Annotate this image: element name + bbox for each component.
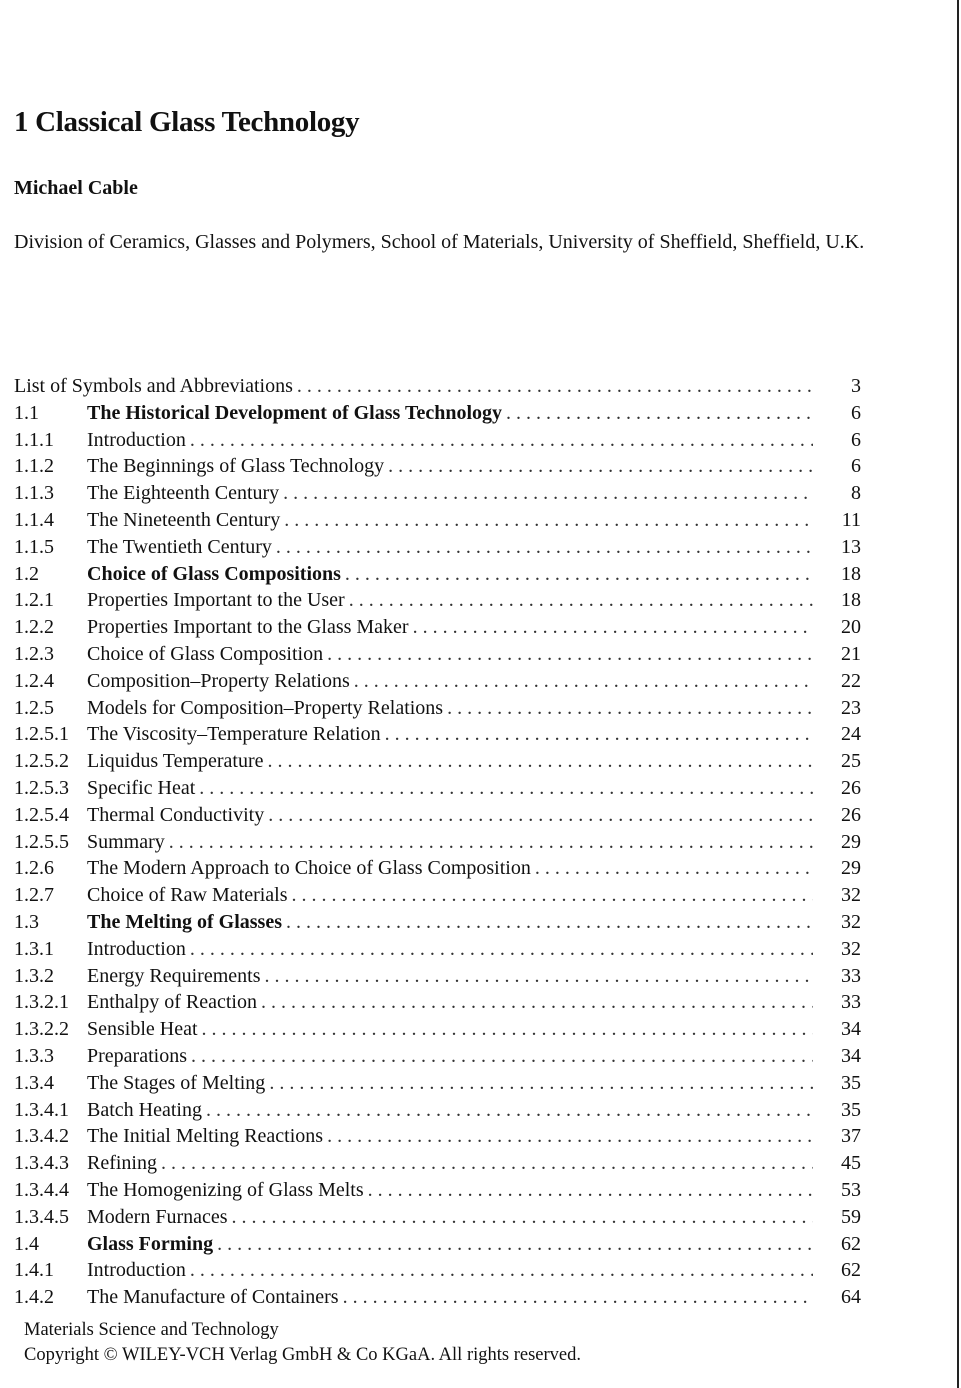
toc-entry-number: 1.3.1 <box>14 937 54 960</box>
toc-leader-dots <box>297 373 813 400</box>
toc-entry[interactable] <box>14 480 861 507</box>
toc-entry-number: 1.1.4 <box>14 508 54 531</box>
toc-entry-number: 1.2.1 <box>14 589 54 612</box>
toc-entry[interactable] <box>14 1016 861 1043</box>
toc-entry[interactable] <box>14 427 861 454</box>
toc-entry[interactable] <box>14 1070 861 1097</box>
toc-entry-title: The Stages of Melting <box>87 1071 266 1094</box>
toc-leader-dots <box>264 963 813 990</box>
toc-entry-title: Specific Heat <box>87 776 196 799</box>
toc-entry-page: 59 <box>841 1205 861 1228</box>
toc-entry-title: Choice of Raw Materials <box>87 884 288 907</box>
toc-entry-title: List of Symbols and Abbreviations <box>14 375 293 397</box>
toc-entry-title: The Beginnings of Glass Technology <box>87 455 385 478</box>
toc-entry[interactable] <box>14 829 861 856</box>
toc-entry-page: 35 <box>841 1098 861 1121</box>
toc-leader-dots <box>286 909 813 936</box>
toc-entry-number: 1.2.4 <box>14 669 54 692</box>
toc-entry-page: 45 <box>841 1152 861 1175</box>
toc-entry-title: Liquidus Temperature <box>87 750 264 773</box>
toc-entry-number: 1.3 <box>14 910 39 933</box>
toc-leader-dots <box>343 1284 813 1311</box>
toc-entry[interactable] <box>14 561 861 588</box>
toc-entry-number: 1.3.2.1 <box>14 991 69 1014</box>
toc-entry[interactable] <box>14 802 861 829</box>
toc-entry-title: The Twentieth Century <box>87 535 272 558</box>
toc-entry-number: 1.3.4 <box>14 1071 54 1094</box>
toc-entry-number: 1.1 <box>14 401 39 424</box>
toc-leader-dots <box>232 1204 813 1231</box>
toc-entry[interactable] <box>14 909 861 936</box>
toc-entry[interactable] <box>14 1204 861 1231</box>
toc-leader-dots <box>268 748 813 775</box>
toc-leader-dots <box>284 507 813 534</box>
toc-leader-dots <box>447 695 813 722</box>
toc-entry-page: 8 <box>851 482 861 505</box>
toc-entry[interactable] <box>14 534 861 561</box>
toc-leader-dots <box>349 587 813 614</box>
toc-entry-page: 20 <box>841 616 861 639</box>
page-footer <box>24 1318 581 1368</box>
toc-entry-page: 18 <box>841 562 861 585</box>
toc-entry-number: 1.3.2.2 <box>14 1018 69 1041</box>
toc-entry[interactable] <box>14 748 861 775</box>
toc-entry-title: Energy Requirements <box>87 964 261 987</box>
toc-entry-number: 1.4 <box>14 1232 39 1255</box>
toc-leader-dots <box>199 775 813 802</box>
toc-leader-dots <box>217 1231 813 1258</box>
toc-entry-number: 1.2.5.2 <box>14 750 69 773</box>
toc-leader-dots <box>327 1123 813 1150</box>
toc-entry[interactable] <box>14 1257 861 1284</box>
toc-entry-number: 1.3.4.4 <box>14 1178 69 1201</box>
toc-leader-dots <box>269 1070 813 1097</box>
toc-entry-number: 1.4.1 <box>14 1259 54 1282</box>
toc-entry[interactable] <box>14 507 861 534</box>
toc-leader-dots <box>161 1150 813 1177</box>
toc-entry-number: 1.4.2 <box>14 1286 54 1309</box>
toc-entry[interactable] <box>14 882 861 909</box>
toc-entry-page: 18 <box>841 589 861 612</box>
toc-entry[interactable] <box>14 641 861 668</box>
toc-leader-dots <box>191 1043 813 1070</box>
author-affiliation: Division of Ceramics, Glasses and Polymers, School of Materials, University of Sheffield, Sheffield, U.K. <box>14 231 865 253</box>
toc-entry-number: 1.2.5.4 <box>14 803 69 826</box>
toc-entry-number: 1.2.6 <box>14 857 54 880</box>
toc-entry-title: Enthalpy of Reaction <box>87 991 257 1014</box>
toc-leader-dots <box>354 668 813 695</box>
toc-entry-number: 1.3.3 <box>14 1044 54 1067</box>
toc-entry[interactable] <box>14 695 861 722</box>
toc-entry-title: Introduction <box>87 1259 186 1282</box>
toc-entry-page: 34 <box>841 1044 861 1067</box>
toc-entry-title: The Eighteenth Century <box>87 482 280 505</box>
toc-leader-dots <box>368 1177 813 1204</box>
footer-copyright: Copyright © WILEY-VCH Verlag GmbH & Co KGaA. All rights reserved. <box>24 1345 581 1365</box>
toc-entry-number: 1.2.5.1 <box>14 723 69 746</box>
toc-entry-number: 1.2.2 <box>14 616 54 639</box>
toc-leader-dots <box>261 989 813 1016</box>
toc-leader-dots <box>169 829 813 856</box>
toc-leader-dots <box>535 855 813 882</box>
toc-leader-dots <box>385 721 813 748</box>
toc-leader-dots <box>506 400 813 427</box>
toc-leader-dots <box>268 802 813 829</box>
author-name: Michael Cable <box>14 177 138 199</box>
toc-entry-title: Summary <box>87 830 165 853</box>
toc-entry-title: Choice of Glass Compositions <box>87 562 341 585</box>
toc-entry[interactable] <box>14 453 861 480</box>
toc-entry[interactable] <box>14 373 861 400</box>
toc-entry[interactable] <box>14 989 861 1016</box>
toc-entry[interactable] <box>14 614 861 641</box>
toc-entry-page: 29 <box>841 830 861 853</box>
toc-leader-dots <box>345 561 813 588</box>
toc-leader-dots <box>190 936 813 963</box>
toc-entry-page: 24 <box>841 723 861 746</box>
toc-entry-title: Properties Important to the User <box>87 589 345 612</box>
toc-leader-dots <box>190 1257 813 1284</box>
toc-entry-title: The Historical Development of Glass Technology <box>87 401 502 424</box>
toc-entry[interactable] <box>14 1043 861 1070</box>
toc-entry[interactable] <box>14 587 861 614</box>
toc-entry-number: 1.1.3 <box>14 482 54 505</box>
toc-entry-title: The Homogenizing of Glass Melts <box>87 1178 364 1201</box>
toc-entry-number: 1.1.5 <box>14 535 54 558</box>
toc-entry[interactable] <box>14 400 861 427</box>
toc-entry-title: Introduction <box>87 428 186 451</box>
toc-entry[interactable] <box>14 1150 861 1177</box>
toc-entry-page: 13 <box>841 535 861 558</box>
table-of-contents <box>14 373 861 1311</box>
toc-entry-page: 37 <box>841 1125 861 1148</box>
toc-entry[interactable] <box>14 963 861 990</box>
toc-leader-dots <box>292 882 814 909</box>
toc-entry-page: 3 <box>851 375 861 397</box>
chapter-title: 1 Classical Glass Technology <box>14 106 360 138</box>
toc-entry-page: 53 <box>841 1178 861 1201</box>
toc-entry[interactable] <box>14 668 861 695</box>
footer-publication: Materials Science and Technology <box>24 1320 279 1340</box>
toc-entry-title: Composition–Property Relations <box>87 669 350 692</box>
toc-entry-page: 32 <box>841 937 861 960</box>
toc-entry-page: 6 <box>851 455 861 478</box>
toc-entry-page: 32 <box>841 884 861 907</box>
toc-entry-page: 25 <box>841 750 861 773</box>
toc-entry[interactable] <box>14 1097 861 1124</box>
toc-entry-number: 1.2.5.3 <box>14 776 69 799</box>
toc-entry-title: Batch Heating <box>87 1098 202 1121</box>
toc-entry-number: 1.3.4.5 <box>14 1205 69 1228</box>
toc-entry[interactable] <box>14 1123 861 1150</box>
toc-entry-title: The Viscosity–Temperature Relation <box>87 723 381 746</box>
toc-entry-title: Refining <box>87 1152 157 1175</box>
toc-entry-title: Models for Composition–Property Relations <box>87 696 444 719</box>
page-edge-rule <box>957 0 959 1388</box>
toc-entry-page: 23 <box>841 696 861 719</box>
toc-entry-title: The Nineteenth Century <box>87 508 281 531</box>
toc-entry-page: 22 <box>841 669 861 692</box>
toc-entry-number: 1.3.2 <box>14 964 54 987</box>
toc-entry-title: Modern Furnaces <box>87 1205 228 1228</box>
toc-entry-title: Properties Important to the Glass Maker <box>87 616 409 639</box>
toc-entry-page: 62 <box>841 1259 861 1282</box>
toc-entry-title: The Melting of Glasses <box>87 910 282 933</box>
toc-leader-dots <box>413 614 813 641</box>
toc-entry-page: 62 <box>841 1232 861 1255</box>
toc-entry-title: Preparations <box>87 1044 187 1067</box>
toc-entry[interactable] <box>14 1231 861 1258</box>
toc-entry[interactable] <box>14 855 861 882</box>
toc-entry-title: Sensible Heat <box>87 1018 198 1041</box>
toc-entry[interactable] <box>14 936 861 963</box>
toc-entry-title: The Modern Approach to Choice of Glass Composition <box>87 857 531 880</box>
toc-entry-number: 1.2.5 <box>14 696 54 719</box>
toc-entry-page: 35 <box>841 1071 861 1094</box>
toc-entry-number: 1.3.4.1 <box>14 1098 69 1121</box>
toc-entry-number: 1.2.7 <box>14 884 54 907</box>
toc-entry-page: 11 <box>841 508 861 531</box>
toc-entry-page: 26 <box>841 803 861 826</box>
toc-entry-title: Introduction <box>87 937 186 960</box>
toc-leader-dots <box>283 480 813 507</box>
toc-entry-title: Glass Forming <box>87 1232 214 1255</box>
toc-entry-page: 64 <box>841 1286 861 1309</box>
toc-entry-page: 33 <box>841 964 861 987</box>
toc-entry-number: 1.1.2 <box>14 455 54 478</box>
toc-entry-page: 29 <box>841 857 861 880</box>
toc-entry-number: 1.2 <box>14 562 39 585</box>
toc-entry-number: 1.3.4.3 <box>14 1152 69 1175</box>
toc-entry-number: 1.2.5.5 <box>14 830 69 853</box>
toc-entry-number: 1.2.3 <box>14 642 54 665</box>
toc-entry[interactable] <box>14 775 861 802</box>
toc-leader-dots <box>202 1016 813 1043</box>
toc-leader-dots <box>206 1097 813 1124</box>
toc-leader-dots <box>327 641 813 668</box>
toc-entry-number: 1.3.4.2 <box>14 1125 69 1148</box>
toc-entry-title: The Manufacture of Containers <box>87 1286 339 1309</box>
toc-entry-page: 34 <box>841 1018 861 1041</box>
toc-leader-dots <box>190 427 813 454</box>
toc-entry-page: 32 <box>841 910 861 933</box>
toc-leader-dots <box>276 534 813 561</box>
toc-entry-page: 21 <box>841 642 861 665</box>
toc-entry[interactable] <box>14 1177 861 1204</box>
toc-entry-title: Thermal Conductivity <box>87 803 265 826</box>
toc-entry-number: 1.1.1 <box>14 428 54 451</box>
toc-entry-title: Choice of Glass Composition <box>87 642 324 665</box>
toc-entry-page: 33 <box>841 991 861 1014</box>
toc-entry-page: 26 <box>841 776 861 799</box>
toc-entry[interactable] <box>14 721 861 748</box>
toc-entry-page: 6 <box>851 401 861 424</box>
toc-entry-title: The Initial Melting Reactions <box>87 1125 324 1148</box>
toc-entry-page: 6 <box>851 428 861 451</box>
toc-entry[interactable] <box>14 1284 861 1311</box>
toc-leader-dots <box>388 453 813 480</box>
